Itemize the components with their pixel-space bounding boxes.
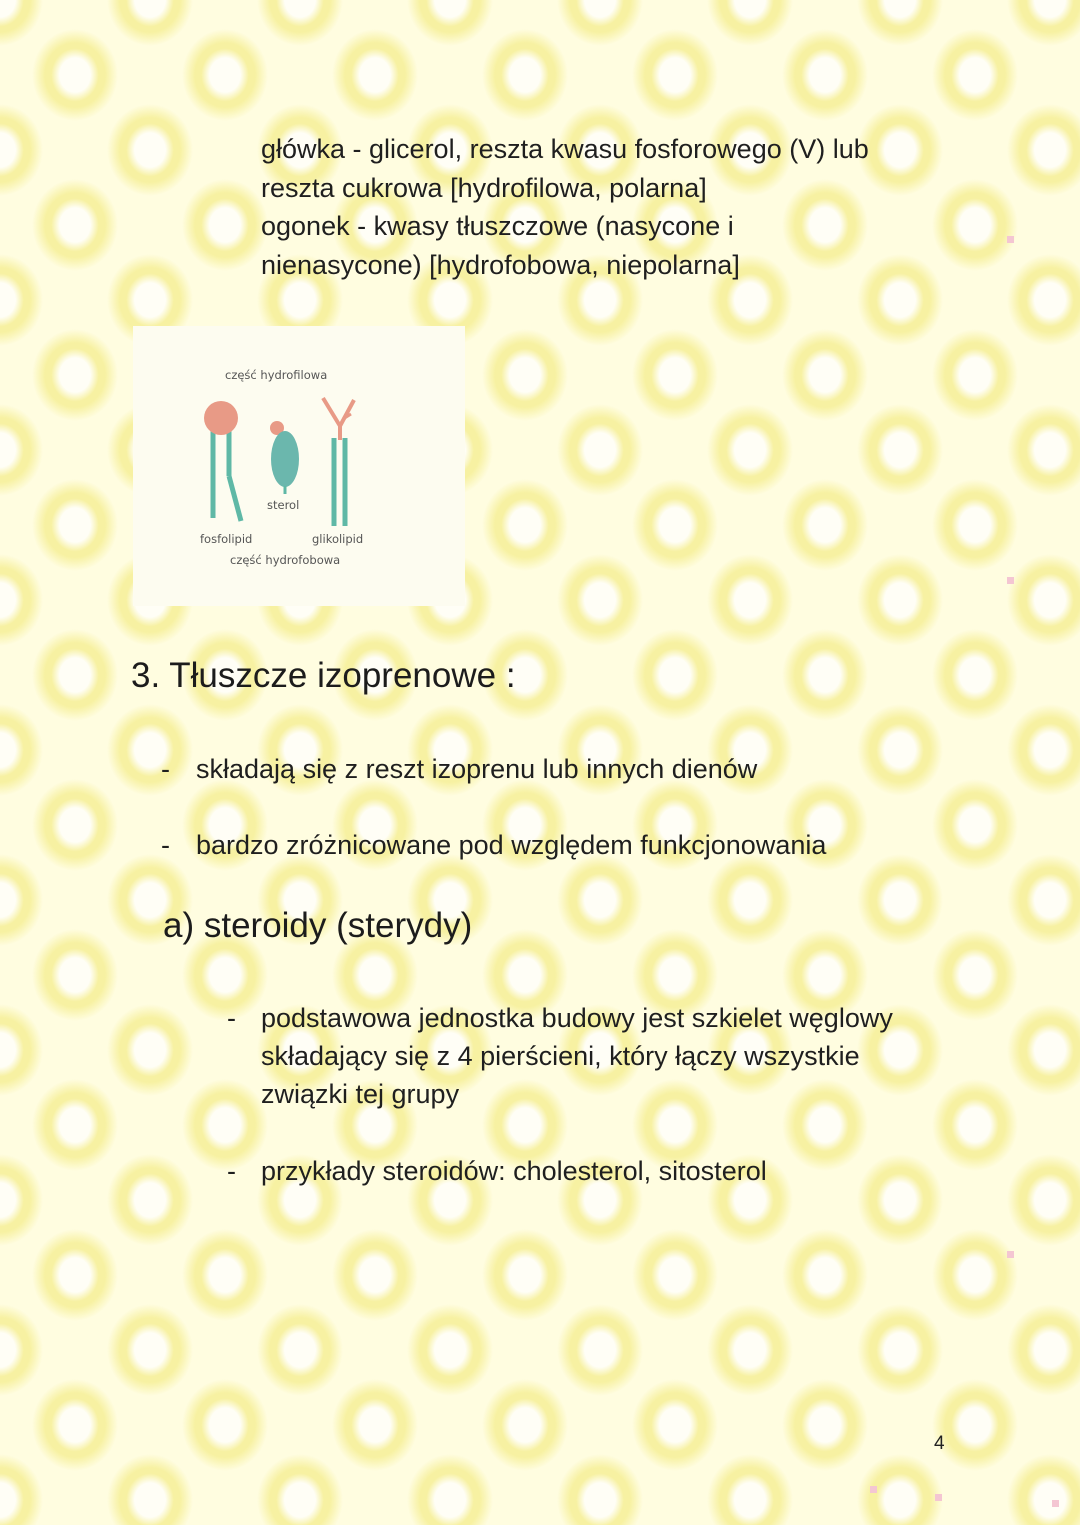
hydrophobic-label: część hydrofobowa	[230, 553, 341, 567]
bullet-text: składający się z 4 pierścieni, który łączy wszystkie	[261, 1041, 860, 1071]
bullet-dash: -	[227, 1156, 236, 1186]
bullet-text: podstawowa jednostka budowy jest szkielet węglowy	[261, 1003, 893, 1033]
glycolipid-molecule	[323, 398, 354, 526]
intro-line: główka - glicerol, reszta kwasu fosforowego (V) lub	[261, 134, 869, 164]
decorative-dot	[870, 1486, 877, 1493]
intro-line: nienasycone) [hydrofobowa, niepolarna]	[261, 249, 740, 280]
subsection-heading: a) steroidy (sterydy)	[163, 906, 473, 945]
decorative-dot	[1007, 577, 1014, 584]
decorative-dot	[935, 1494, 942, 1501]
bullet-dash: -	[161, 830, 170, 860]
bullet-dash: -	[227, 1003, 236, 1033]
bullet-text: bardzo zróżnicowane pod względem funkcjonowania	[196, 830, 827, 860]
sterol-label: sterol	[267, 498, 300, 512]
intro-line: reszta cukrowa [hydrofilowa, polarna]	[261, 172, 707, 203]
bullet-text: związki tej grupy	[261, 1079, 460, 1109]
decorative-dot	[1007, 1251, 1014, 1258]
phospholipid-head	[204, 401, 238, 435]
glycolipid-sugar	[340, 400, 354, 426]
phospholipid-label: fosfolipid	[200, 532, 253, 546]
sterol-body	[271, 431, 299, 487]
decorative-dot	[1052, 1500, 1059, 1507]
bullet-text: składają się z reszt izoprenu lub innych dienów	[196, 754, 758, 784]
phospholipid-tail	[229, 476, 241, 521]
intro-line: ogonek - kwasy tłuszczowe (nasycone i	[261, 211, 734, 241]
section-heading: 3. Tłuszcze izoprenowe :	[131, 656, 516, 695]
glycolipid-sugar	[323, 398, 340, 440]
page-number: 4	[934, 1433, 945, 1454]
phospholipid-molecule	[204, 401, 241, 521]
glycolipid-label: glikolipid	[312, 532, 364, 546]
sterol-molecule	[270, 421, 299, 494]
bullet-dash: -	[161, 754, 170, 784]
intro-paragraph	[261, 130, 961, 284]
hydrophilic-label: część hydrofilowa	[225, 368, 328, 382]
decorative-dot	[1007, 236, 1014, 243]
bullet-text: przykłady steroidów: cholesterol, sitosterol	[261, 1156, 767, 1186]
lipid-diagram	[133, 326, 465, 606]
lipid-structure-figure	[133, 326, 465, 606]
